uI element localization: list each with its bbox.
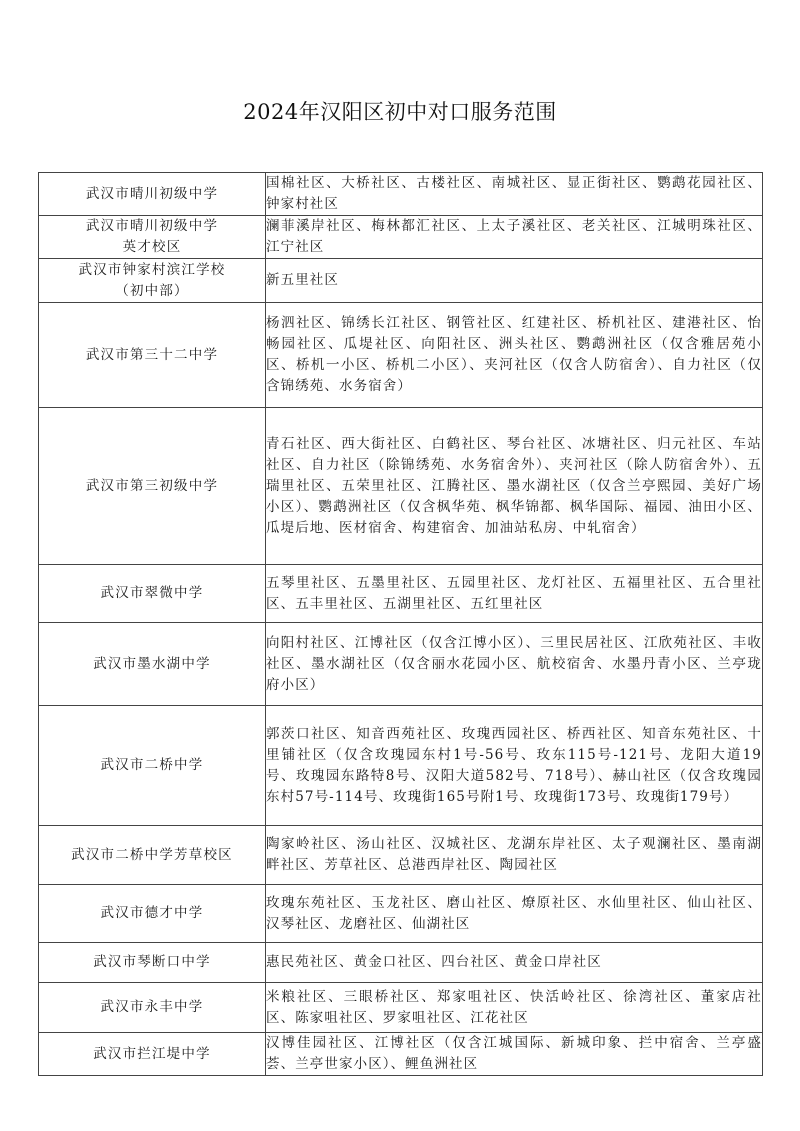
table-row — [39, 826, 763, 885]
school-name-cell — [39, 173, 266, 216]
school-name-cell — [39, 706, 266, 826]
service-scope-cell: 玫瑰东苑社区、玉龙社区、磨山社区、燎原社区、水仙里社区、仙山社区、汉琴社区、龙磨社区、仙湖社区 — [266, 885, 763, 943]
table-row — [39, 623, 763, 706]
service-scope-cell: 杨泗社区、锦绣长江社区、钢管社区、红建社区、桥机社区、建港社区、怡畅园社区、瓜堤社区、向阳社区、洲头社区、鹦鹉洲社区（仅含雅居苑小区、桥机一小区、桥机二小区）、夹河社区（仅含人防宿舍）、自力社区（仅含锦绣苑、水务宿舍） — [266, 303, 763, 408]
school-name-cell — [39, 623, 266, 706]
school-name-line: 武汉市拦江堤中学 — [93, 1045, 211, 1062]
school-name-cell — [39, 216, 266, 259]
table-row — [39, 983, 763, 1033]
table-row — [39, 408, 763, 565]
table-row — [39, 216, 763, 259]
school-name-line: 武汉市晴川初级中学 — [85, 218, 219, 234]
school-name-line: 武汉市德才中学 — [100, 905, 204, 921]
table-row — [39, 885, 763, 943]
school-name-cell — [39, 408, 266, 565]
service-scope-cell: 郭茨口社区、知音西苑社区、玫瑰西园社区、桥西社区、知音东苑社区、十里铺社区（仅含玫瑰园东村1号-56号、玫东115号-121号、龙阳大道19号、玫瑰园东路特8号、汉阳大道582号、718号）、赫山社区（仅含玫瑰园东村57号-114号、玫瑰街165号附1号、玫瑰街173号、玫瑰街179号） — [266, 706, 763, 826]
service-scope-cell: 汉博佳园社区、江博社区（仅含江城国际、新城印象、拦中宿舍、兰亭盛荟、兰亭世家小区）、鲤鱼洲社区 — [266, 1033, 763, 1076]
document-title: 2024年汉阳区初中对口服务范围 — [243, 100, 557, 124]
table-body — [39, 173, 763, 1076]
school-name-line: 武汉市永丰中学 — [100, 999, 204, 1015]
table-row — [39, 303, 763, 408]
school-name-line: 武汉市翠微中学 — [100, 585, 204, 601]
service-scope-cell: 惠民苑社区、黄金口社区、四台社区、黄金口岸社区 — [266, 943, 763, 983]
table-row — [39, 943, 763, 983]
school-name-line: （初中部） — [115, 282, 189, 299]
table-row — [39, 706, 763, 826]
school-name-line: 武汉市二桥中学 — [100, 757, 204, 773]
school-name-line: 武汉市钟家村滨江学校 — [78, 261, 226, 278]
table-row — [39, 259, 763, 303]
school-name-line: 英才校区 — [122, 239, 182, 255]
table-row — [39, 565, 763, 623]
school-name-line: 武汉市墨水湖中学 — [93, 655, 211, 672]
service-scope-cell: 澜菲溪岸社区、梅林都汇社区、上太子溪社区、老关社区、江城明珠社区、江宁社区 — [266, 216, 763, 259]
service-scope-cell: 陶家岭社区、汤山社区、汉城社区、龙湖东岸社区、太子观澜社区、墨南湖畔社区、芳草社区、总港西岸社区、陶园社区 — [266, 826, 763, 885]
school-name-cell — [39, 885, 266, 943]
school-name-cell — [39, 1033, 266, 1076]
school-name-line: 武汉市第三十二中学 — [85, 346, 219, 363]
service-scope-cell: 国棉社区、大桥社区、古楼社区、南城社区、显正街社区、鹦鹉花园社区、钟家村社区 — [266, 173, 763, 216]
service-scope-cell: 五琴里社区、五墨里社区、五园里社区、龙灯社区、五福里社区、五合里社区、五丰里社区、五湖里社区、五红里社区 — [266, 565, 763, 623]
table-row — [39, 173, 763, 216]
service-scope-cell: 米粮社区、三眼桥社区、郑家咀社区、快活岭社区、徐湾社区、董家店社区、陈家咀社区、罗家咀社区、江花社区 — [266, 983, 763, 1033]
school-name-cell — [39, 565, 266, 623]
school-name-line: 武汉市琴断口中学 — [93, 954, 211, 970]
service-scope-cell: 青石社区、西大街社区、白鹤社区、琴台社区、冰塘社区、归元社区、车站社区、自力社区（除锦绣苑、水务宿舍外）、夹河社区（除人防宿舍外）、五瑞里社区、五荣里社区、江腾社区、墨水湖社区（仅含兰亭熙园、美好广场小区）、鹦鹉洲社区（仅含枫华苑、枫华锦都、枫华国际、福园、油田小区、瓜堤后地、医材宿舍、构建宿舍、加油站私房、中轧宿舍） — [266, 408, 763, 565]
school-name-cell — [39, 826, 266, 885]
school-name-line: 武汉市第三初级中学 — [85, 477, 219, 494]
service-scope-table — [38, 172, 763, 1076]
school-name-line: 武汉市二桥中学芳草校区 — [71, 846, 233, 863]
school-name-cell — [39, 983, 266, 1033]
service-scope-cell: 向阳村社区、江博社区（仅含江博小区）、三里民居社区、江欣苑社区、丰收社区、墨水湖社区（仅含丽水花园小区、航校宿舍、水墨丹青小区、兰亭珑府小区） — [266, 623, 763, 706]
school-name-cell — [39, 259, 266, 303]
table-row — [39, 1033, 763, 1076]
school-name-cell — [39, 943, 266, 983]
service-scope-cell: 新五里社区 — [266, 259, 763, 303]
school-name-cell — [39, 303, 266, 408]
school-name-line: 武汉市晴川初级中学 — [85, 185, 219, 202]
